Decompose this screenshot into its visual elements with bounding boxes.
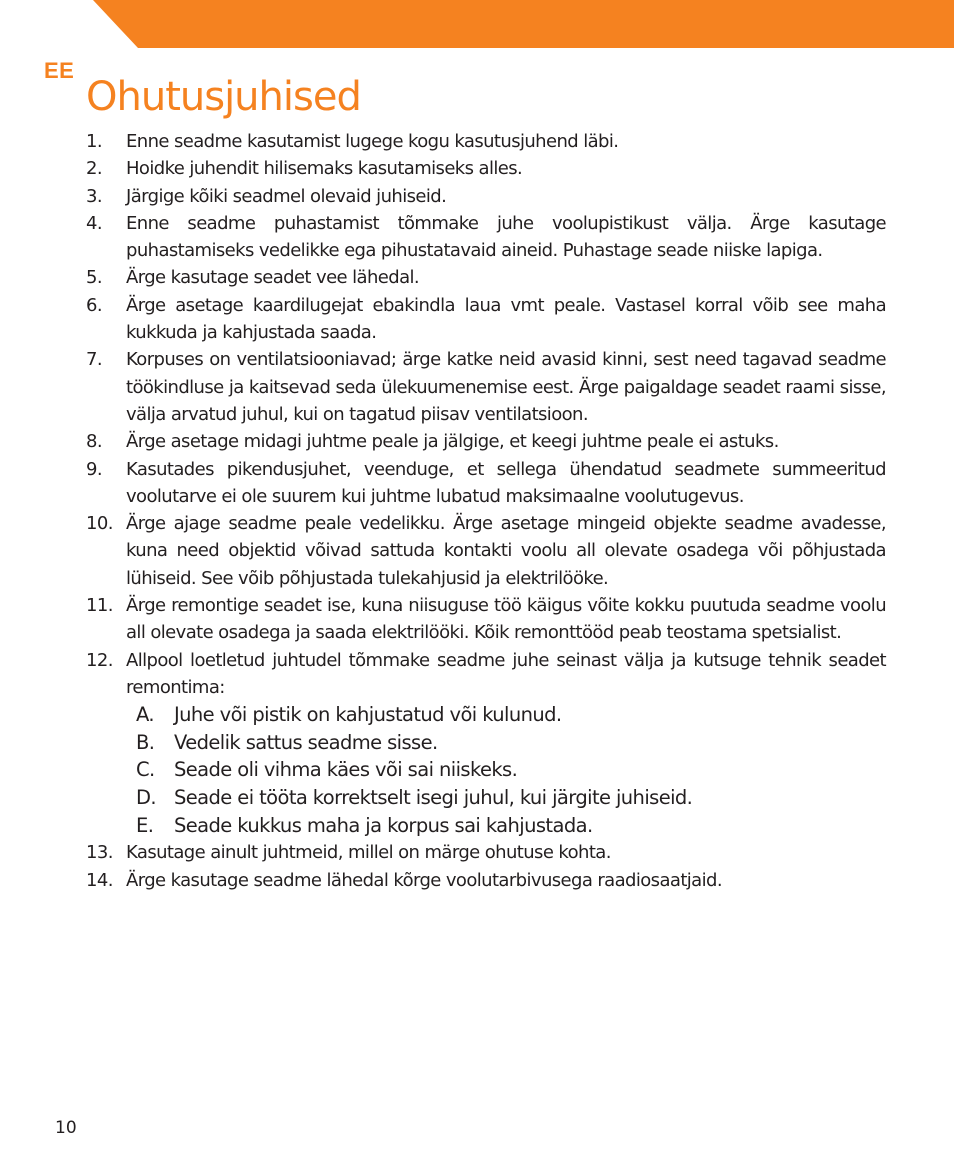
instruction-item [86,346,886,428]
sub-instructions-container [86,701,886,839]
instruction-text: Ärge remontige seadet ise, kuna niisuguse töö käigus võite kokku puutuda seadme voolu all olevate osadega ja saada elektrilööki. Kõik remonttööd peab teostama spetsialist. [126,595,886,644]
instruction-text: Kasutades pikendusjuhet, veenduge, et sellega ühendatud seadmete summeeritud voolutarve ei ole suurem kui juhtme lubatud maksimaalne voolutugevus. [126,458,886,507]
instruction-item [86,292,886,347]
sub-instruction-text: Seade ei tööta korrektselt isegi juhul, kui järgite juhiseid. [174,786,693,810]
instruction-item [86,592,886,647]
sub-instruction-item [136,756,886,784]
safety-instructions-list [86,128,886,894]
instruction-number: 6. [86,294,102,316]
instruction-text: Ärge asetage kaardilugejat ebakindla laua vmt peale. Vastasel korral võib see maha kukkuda ja kahjustada saada. [126,294,886,344]
orange-banner-shape [93,0,954,48]
instruction-text: Ärge ajage seadme peale vedelikku. Ärge asetage mingeid objekte seadme avadesse, kuna need objektid võivad sattuda kontakti voolu all olevate osadega või põhjustada lühiseid. See võib põhjustada tulekahjusid ja elektrilööke. [126,513,886,589]
instruction-number: 14. [86,869,113,891]
instruction-item [86,428,886,455]
language-code: EE [44,58,75,83]
sub-instruction-letter: C. [136,758,155,782]
instruction-text: Ärge kasutage seadet vee lähedal. [126,267,420,289]
instruction-text: Ärge asetage midagi juhtme peale ja jälgige, et keegi juhtme peale ei astuks. [126,431,779,453]
sub-instruction-item [136,701,886,729]
sub-instruction-letter: B. [136,730,155,754]
sub-instruction-item [136,729,886,757]
instruction-number: 10. [86,513,113,535]
instruction-item [86,456,886,511]
instruction-number: 2. [86,158,102,180]
instruction-text: Ärge kasutage seadme lähedal kõrge voolutarbivusega raadiosaatjaid. [126,869,722,891]
instruction-item [86,510,886,592]
page-number: 10 [55,1118,77,1138]
sub-instruction-text: Vedelik sattus seadme sisse. [174,730,438,754]
instruction-text: Allpool loetletud juhtudel tõmmake seadme juhe seinast välja ja kutsuge tehnik seadet remontima: [126,649,886,698]
instruction-item [86,155,886,182]
sub-instruction-letter: D. [136,786,157,810]
instruction-number: 13. [86,842,113,864]
sub-instruction-item [136,812,886,840]
instruction-number: 5. [86,267,102,289]
instruction-number: 1. [86,131,102,152]
instruction-text: Kasutage ainult juhtmeid, millel on märge ohutuse kohta. [126,842,611,864]
header-banner [0,0,954,48]
instruction-number: 4. [86,212,102,234]
instruction-number: 7. [86,349,102,371]
instruction-number: 11. [86,595,113,617]
instruction-text: Korpuses on ventilatsiooniavad; ärge katke neid avasid kinni, sest need tagavad seadme töökindluse ja kaitsevad seda ülekuumenemise eest. Ärge paigaldage seadet raami sisse, välja arvatud juhul, kui on tagatud piisav ventilatsioon. [126,349,886,425]
instruction-item [86,210,886,265]
sub-instruction-item [136,784,886,812]
instruction-text: Hoidke juhendit hilisemaks kasutamiseks alles. [126,158,523,180]
instruction-number: 8. [86,431,102,453]
instruction-number: 3. [86,185,102,207]
sub-instruction-letter: A. [136,703,154,727]
sub-instruction-text: Seade oli vihma käes või sai niiskeks. [174,758,518,782]
instruction-item [86,647,886,702]
instruction-item [86,264,886,291]
instruction-item [86,839,886,866]
instruction-text: Järgige kõiki seadmel olevaid juhiseid. [126,185,447,207]
sub-instruction-text: Seade kukkus maha ja korpus sai kahjustada. [174,813,593,837]
sub-instruction-letter: E. [136,813,154,837]
instruction-item [86,128,886,155]
page-title: Ohutusjuhised [86,74,361,120]
instruction-number: 12. [86,649,113,671]
sub-instruction-text: Juhe või pistik on kahjustatud või kulunud. [174,703,562,727]
instruction-text: Enne seadme kasutamist lugege kogu kasutusjuhend läbi. [126,131,619,152]
instruction-number: 9. [86,458,102,480]
instruction-item [86,867,886,894]
sub-instructions-list [86,701,886,839]
instruction-text: Enne seadme puhastamist tõmmake juhe voolupistikust välja. Ärge kasutage puhastamiseks vedelikke ega pihustatavaid aineid. Puhastage seade niiske lapiga. [126,212,886,262]
instruction-item [86,183,886,210]
